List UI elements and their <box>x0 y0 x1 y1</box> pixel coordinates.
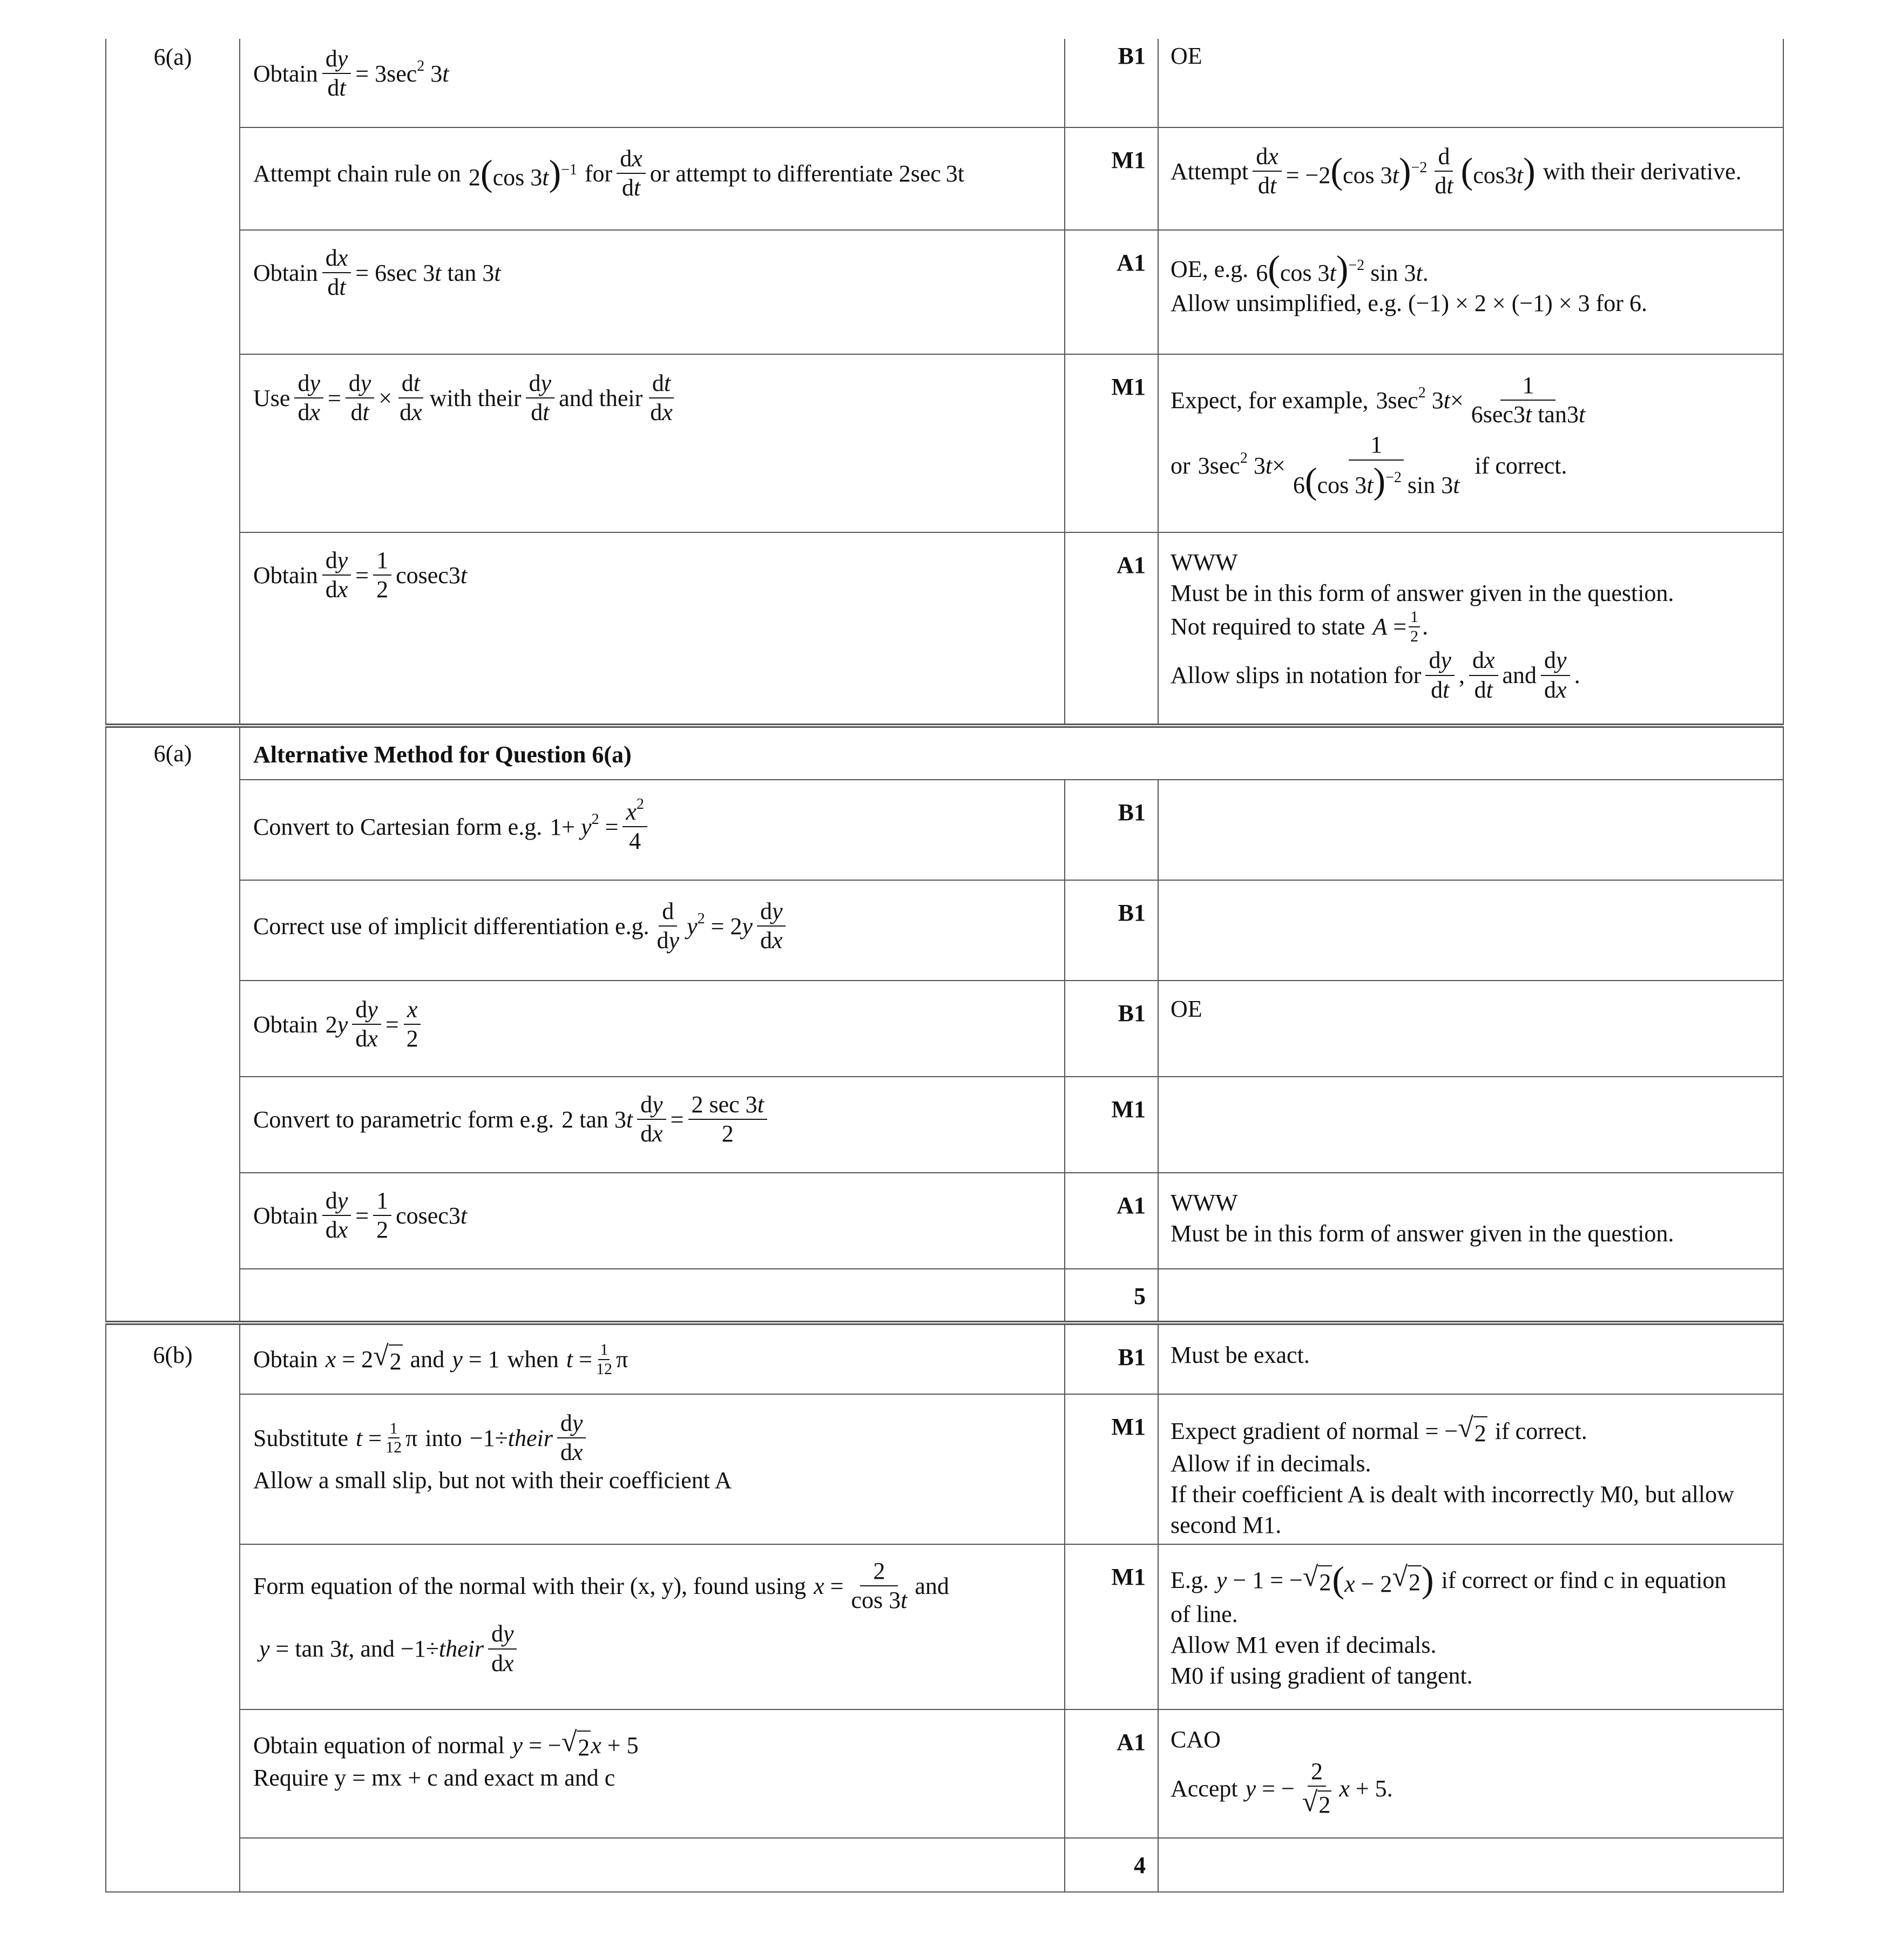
fraction: $\frac{dt}{dx}$ <box>396 371 425 425</box>
mark-cell: B1 <box>1065 1323 1158 1394</box>
fraction: $\frac{dx}{dt}$ <box>322 246 351 300</box>
guidance-cell <box>1158 880 1783 981</box>
answer-cell <box>240 1544 1065 1709</box>
math-expr: x + 5. <box>1339 1775 1393 1802</box>
guidance-text: Allow slips in notation for <box>1171 662 1422 689</box>
total-marks: 5 <box>1065 1269 1158 1323</box>
table-row <box>106 354 1783 532</box>
mark-cell: B1 <box>1065 39 1158 127</box>
guidance-text: Allow unsimplified, e.g. (−1) × 2 × (−1) × 3 for 6. <box>1171 290 1647 316</box>
math-expr: x = <box>814 1572 844 1599</box>
fraction: 2 √ 2 <box>1302 1758 1331 1819</box>
guidance-text: E.g. <box>1171 1566 1209 1593</box>
answer-text: Use <box>253 384 290 411</box>
table-row <box>106 230 1783 354</box>
fraction: $\frac{dy}{dx}$ <box>488 1621 517 1675</box>
mark-cell: M1 <box>1065 1394 1158 1544</box>
fraction: $\frac{x^2}{4}$ <box>623 800 647 854</box>
answer-text: when <box>507 1346 559 1373</box>
table-row <box>106 1394 1783 1544</box>
math-expr: (x − 2 <box>1332 1559 1392 1600</box>
guidance-text: Allow if in decimals. <box>1171 1450 1371 1477</box>
guidance-cell <box>1158 1323 1783 1394</box>
mark-cell: B1 <box>1065 981 1158 1077</box>
mark-cell: M1 <box>1065 127 1158 230</box>
math-expr: y = − <box>1245 1775 1295 1802</box>
fraction: $\frac{dx}{dt}$ <box>1253 144 1282 198</box>
table-row <box>106 981 1783 1077</box>
guidance-text: or <box>1171 452 1190 479</box>
guidance-text: if correct. <box>1474 452 1567 479</box>
table-row <box>106 1323 1783 1394</box>
table-row <box>106 1269 1783 1323</box>
fraction: $\frac{dy}{dt}$ <box>526 371 555 425</box>
answer-text: Obtain <box>253 562 318 589</box>
guidance-text: with their derivative. <box>1543 158 1742 185</box>
fraction: $\frac{1}{2}$ <box>373 1188 391 1242</box>
math-expr: A = <box>1372 613 1407 640</box>
guidance-text: WWW <box>1171 549 1238 576</box>
answer-text: Substitute <box>253 1424 349 1451</box>
answer-cell <box>240 39 1065 127</box>
guidance-cell <box>1158 1709 1783 1838</box>
answer-text: and <box>410 1346 445 1373</box>
answer-text: Convert to parametric form e.g. <box>253 1106 554 1133</box>
mark-cell: A1 <box>1065 1173 1158 1269</box>
answer-text: Obtain equation of normal <box>253 1732 505 1759</box>
answer-cell: Obtain 2y $\frac{dy}{dx}$ = $\frac{x}{2}$ <box>240 981 1065 1077</box>
math-expr: y = 1 <box>452 1346 500 1373</box>
guidance-text: if correct. <box>1494 1418 1587 1444</box>
guidance-text: WWW <box>1171 1189 1238 1216</box>
fraction: $\frac{1}{12}$ <box>596 1341 612 1378</box>
table-row <box>106 1077 1783 1173</box>
guidance-cell <box>1158 127 1783 230</box>
guidance-cell <box>1158 981 1783 1077</box>
math-expr: x + 5 <box>591 1732 639 1759</box>
guidance-text: if correct or find c in equation <box>1441 1566 1727 1593</box>
guidance-text: OE <box>1171 996 1202 1022</box>
table-row <box>106 1173 1783 1269</box>
answer-cell <box>240 1323 1065 1394</box>
answer-text: Correct use of implicit differentiation e.g. <box>253 913 650 940</box>
answer-cell: Use $\frac{dy}{dx}$ = $\frac{dy}{dt}$ × $\frac{dt}{dx}$ with their $\frac{dy}{dt}$ and their $\frac{dt}{dx}$ <box>240 354 1065 532</box>
math-expr: 6(cos 3t)$^{-2}$ sin 3t. <box>1256 248 1429 289</box>
guidance-text: Attempt <box>1171 158 1249 185</box>
mark-cell: A1 <box>1065 532 1158 726</box>
answer-cell: Obtain $\frac{dy}{dx}$ = $\frac{1}{2}$ cosec3t <box>240 532 1065 726</box>
math-expr: $3\sec^2$ 3t× <box>1376 384 1464 414</box>
fraction: $\frac{x}{2}$ <box>403 997 422 1051</box>
answer-text: Obtain <box>253 1346 318 1373</box>
answer-text: with their <box>429 384 522 411</box>
guidance-text: M0 if using gradient of tangent. <box>1171 1662 1473 1689</box>
mark-cell: A1 <box>1065 1709 1158 1838</box>
math-expr: cosec3t <box>396 562 468 589</box>
answer-cell <box>240 880 1065 981</box>
guidance-cell <box>1158 1077 1783 1173</box>
table-row <box>106 532 1783 726</box>
guidance-text: Accept <box>1171 1775 1238 1802</box>
math-expr: y = tan 3t, and −1÷their <box>259 1635 484 1662</box>
answer-cell <box>240 127 1065 230</box>
answer-text: Form equation of the normal with their (x, y), found using <box>253 1572 807 1599</box>
table-row <box>106 880 1783 981</box>
math-expr: π <box>615 1346 628 1373</box>
answer-text: and their <box>559 384 643 411</box>
guidance-text: of line. <box>1171 1601 1238 1627</box>
guidance-text: Must be in this form of answer given in the question. <box>1171 580 1674 607</box>
math-expr: y = − <box>512 1732 562 1759</box>
fraction: $\frac{dy}{dt}$ <box>322 46 351 100</box>
answer-cell <box>240 1269 1065 1323</box>
math-expr: 2y <box>325 1011 348 1038</box>
math-expr: t = <box>566 1346 592 1373</box>
sqrt: √ 2 <box>373 1342 403 1376</box>
fraction: $\frac{dy}{dx}$ <box>294 371 323 425</box>
math-expr: $3\sec^2$ 3t× <box>1198 449 1286 479</box>
guidance-text: and <box>1502 662 1537 689</box>
math-expr: = −2(cos 3t)$^{-2}$ <box>1286 150 1428 192</box>
fraction: $\frac{dy}{dx}$ <box>1541 648 1570 702</box>
alt-heading-cell <box>240 726 1783 780</box>
fraction: $\frac{dy}{dx}$ <box>557 1411 586 1465</box>
question-label: 6(a) <box>106 726 240 1323</box>
fraction: $\frac{dy}{dx}$ <box>322 1188 351 1242</box>
math-expr: − <box>1438 1418 1458 1444</box>
fraction: $\frac{1}{6(\cos 3t)^{-2} \sin 3t}$ <box>1293 431 1460 501</box>
guidance-cell <box>1158 1269 1783 1323</box>
fraction: $\frac{dy}{dx}$ <box>757 899 786 953</box>
table-row <box>106 780 1783 880</box>
math-expr: = $3\sec^2$ 3t <box>355 57 449 87</box>
sqrt: √ 2 <box>1392 1563 1422 1597</box>
guidance-cell <box>1158 1838 1783 1892</box>
answer-text: or attempt to differentiate 2sec 3t <box>650 160 964 187</box>
fraction: $\frac{dt}{dx}$ <box>647 371 676 425</box>
sqrt: √ 2 <box>1303 1563 1332 1597</box>
question-label: 6(b) <box>106 1323 240 1892</box>
fraction: $\frac{dy}{dx}$ <box>352 997 381 1051</box>
math-expr: 2 tan 3t <box>562 1106 633 1133</box>
answer-cell: Obtain $\frac{dy}{dx}$ = $\frac{1}{2}$ cosec3t <box>240 1173 1065 1269</box>
answer-text: for <box>584 160 613 187</box>
guidance-text: OE, e.g. <box>1171 255 1249 282</box>
table-row <box>106 1544 1783 1709</box>
mark-cell: M1 <box>1065 1544 1158 1709</box>
answer-text: Obtain <box>253 1011 318 1038</box>
math-expr: = 6sec 3t tan 3t <box>355 259 501 286</box>
table-row <box>106 39 1783 127</box>
table-row <box>106 1709 1783 1838</box>
guidance-cell <box>1158 230 1783 354</box>
sqrt: √ 2 <box>562 1728 591 1762</box>
math-expr: π <box>405 1424 418 1451</box>
guidance-text: Expect gradient of normal = <box>1171 1418 1439 1444</box>
guidance-cell <box>1158 39 1783 127</box>
fraction: $\frac{1}{\text{6sec3t tan3t}}$ <box>1471 372 1586 428</box>
mark-cell: M1 <box>1065 1077 1158 1173</box>
total-marks: 4 <box>1065 1838 1158 1892</box>
math-expr: ) <box>1421 1559 1434 1600</box>
answer-cell <box>240 230 1065 354</box>
table-row <box>106 127 1783 230</box>
fraction: $\frac{2}{\cos 3t}$ <box>851 1558 908 1614</box>
answer-cell <box>240 1394 1065 1544</box>
fraction: $\frac{dy}{dx}$ <box>637 1092 666 1146</box>
table-row <box>106 726 1783 780</box>
mark-scheme-table <box>105 39 1784 1893</box>
question-label: 6(a) <box>106 39 240 726</box>
answer-text: Require y = mx + c and exact m and c <box>253 1765 615 1791</box>
fraction: $\frac{dy}{dt}$ <box>1425 648 1455 702</box>
answer-text: and <box>915 1572 949 1599</box>
guidance-cell: WWW Must be in this form of answer given in the question. Not required to state A = $\frac{1}{2}$ . Allow slips in notation for $\frac{dy}{dt}$ , $\frac{dx}{dt}$ and $\frac{dy}{dx}$ . <box>1158 532 1783 726</box>
fraction: $\frac{dx}{dt}$ <box>617 146 646 200</box>
answer-text: into <box>425 1424 462 1451</box>
fraction: $\frac{1}{2}$ <box>1409 609 1420 645</box>
guidance-text: If their coefficient A is dealt with incorrectly M0, but allow second M1. <box>1171 1481 1734 1539</box>
math-expr: $1+ y^2$ = <box>550 810 619 840</box>
guidance-cell <box>1158 1173 1783 1269</box>
guidance-text: Allow M1 even if decimals. <box>1171 1632 1437 1659</box>
answer-text: Obtain <box>253 60 318 87</box>
math-expr: t = <box>356 1424 382 1451</box>
fraction: $\frac{1}{2}$ <box>373 548 391 602</box>
math-expr: −1÷their <box>469 1424 553 1451</box>
guidance-cell <box>1158 354 1783 532</box>
mark-cell: M1 <box>1065 354 1158 532</box>
sqrt: √ 2 <box>1458 1414 1487 1448</box>
guidance-text: Not required to state <box>1171 613 1365 640</box>
fraction: $\frac{dy}{dt}$ <box>346 371 375 425</box>
answer-text: Obtain <box>253 1202 318 1229</box>
guidance-text: OE <box>1171 43 1202 69</box>
answer-text: Allow a small slip, but not with their coefficient A <box>253 1467 732 1494</box>
answer-cell <box>240 1838 1065 1892</box>
answer-cell <box>240 1709 1065 1838</box>
guidance-text: Must be exact. <box>1171 1342 1310 1368</box>
fraction: $\frac{d}{dt}$ <box>1435 143 1453 199</box>
mark-cell: A1 <box>1065 230 1158 354</box>
guidance-text: Must be in this form of answer given in the question. <box>1171 1220 1674 1247</box>
math-expr: x = 2 <box>325 1346 374 1373</box>
fraction: $\frac{dy}{dx}$ <box>322 548 351 602</box>
answer-text: Attempt chain rule on <box>253 160 461 187</box>
fraction: $\frac{1}{12}$ <box>385 1419 402 1457</box>
mark-cell: B1 <box>1065 880 1158 981</box>
answer-text: Obtain <box>253 259 318 286</box>
answer-text: Convert to Cartesian form e.g. <box>253 813 543 840</box>
answer-cell: Convert to parametric form e.g. 2 tan 3t $\frac{dy}{dx}$ = $\frac{2 \sec 3t}{2}$ <box>240 1077 1065 1173</box>
guidance-cell <box>1158 1544 1783 1709</box>
math-expr: $y^2 = 2y$ <box>687 910 753 940</box>
math-expr: y − 1 = − <box>1216 1566 1303 1593</box>
guidance-text: Expect, for example, <box>1171 387 1369 414</box>
math-expr: cosec3t <box>396 1202 468 1229</box>
fraction: $\frac{d}{dy}$ <box>657 898 680 954</box>
guidance-cell <box>1158 1394 1783 1544</box>
guidance-cell <box>1158 780 1783 880</box>
fraction: $\frac{dx}{dt}$ <box>1469 648 1498 702</box>
guidance-text: CAO <box>1171 1726 1221 1753</box>
mark-cell: B1 <box>1065 780 1158 880</box>
alt-method-heading: Alternative Method for Question 6(a) <box>253 741 632 768</box>
table-row <box>106 1838 1783 1892</box>
math-expr: (cos3t) <box>1460 150 1536 192</box>
answer-cell <box>240 780 1065 880</box>
math-expr: 2(cos 3t)$^{-1}$ <box>468 152 577 194</box>
fraction: $\frac{2 \sec 3t}{2}$ <box>688 1092 767 1146</box>
